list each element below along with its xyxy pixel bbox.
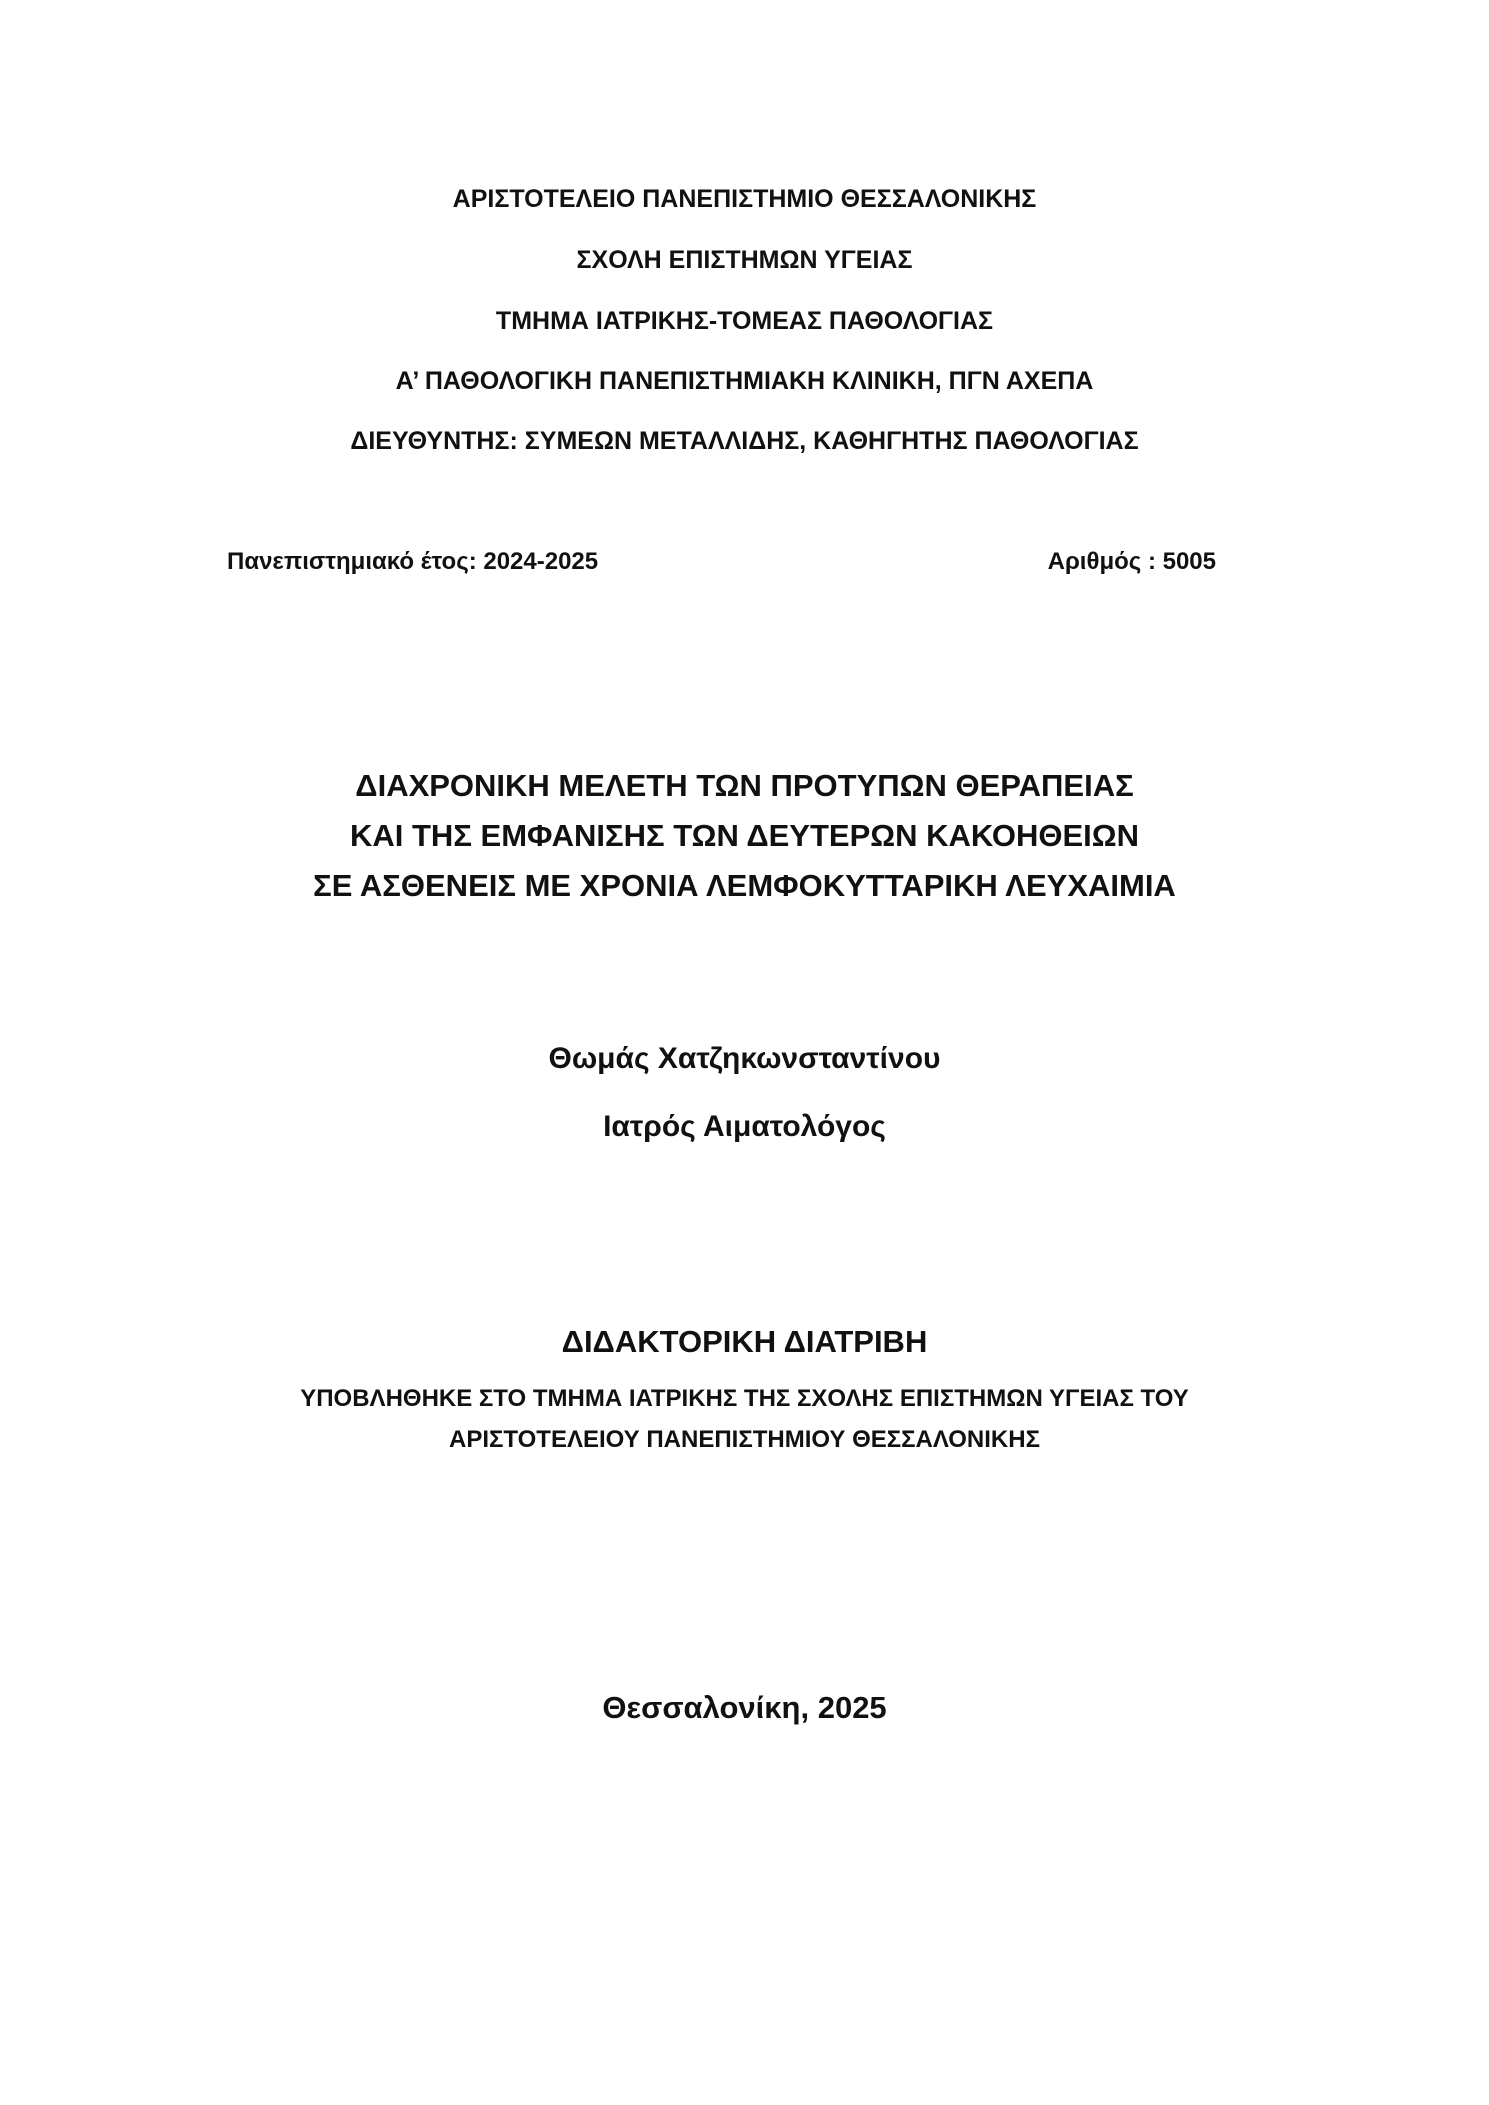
- academic-year: Πανεπιστημιακό έτος: 2024-2025: [227, 548, 599, 575]
- submitted-line-2: ΑΡΙΣΤΟΤΕΛΕΙΟΥ ΠΑΝΕΠΙΣΤΗΜΙΟΥ ΘΕΣΣΑΛΟΝΙΚΗΣ: [449, 1426, 1040, 1453]
- thesis-title-line-2: ΚΑΙ ΤΗΣ ΕΜΦΑΝΙΣΗΣ ΤΩΝ ΔΕΥΤΕΡΩΝ ΚΑΚΟΗΘΕΙΩΝ: [350, 818, 1139, 853]
- thesis-type: ΔΙΔΑΚΤΟΡΙΚΗ ΔΙΑΤΡΙΒΗ: [561, 1324, 928, 1359]
- submitted-line-1: ΥΠΟΒΛΗΘΗΚΕ ΣΤΟ ΤΜΗΜΑ ΙΑΤΡΙΚΗΣ ΤΗΣ ΣΧΟΛΗΣ ΕΠΙΣΤΗΜΩΝ ΥΓΕΙΑΣ ΤΟΥ: [300, 1385, 1189, 1412]
- document-number: Αριθμός : 5005: [1047, 548, 1216, 575]
- clinic-name: Α’ ΠΑΘΟΛΟΓΙΚΗ ΠΑΝΕΠΙΣΤΗΜΙΑΚΗ ΚΛΙΝΙΚΗ, ΠΓΝ ΑΧΕΠΑ: [395, 367, 1094, 395]
- school-name: ΣΧΟΛΗ ΕΠΙΣΤΗΜΩΝ ΥΓΕΙΑΣ: [576, 246, 913, 274]
- author-role: Ιατρός Αιματολόγος: [603, 1110, 886, 1143]
- thesis-title-line-3: ΣΕ ΑΣΘΕΝΕΙΣ ΜΕ ΧΡΟΝΙΑ ΛΕΜΦΟΚΥΤΤΑΡΙΚΗ ΛΕΥΧΑΙΜΙΑ: [313, 868, 1176, 903]
- department-name: ΤΜΗΜΑ ΙΑΤΡΙΚΗΣ-ΤΟΜΕΑΣ ΠΑΘΟΛΟΓΙΑΣ: [495, 307, 994, 335]
- author-name: Θωμάς Χατζηκωνσταντίνου: [548, 1042, 941, 1075]
- place-and-year: Θεσσαλονίκη, 2025: [602, 1690, 887, 1725]
- thesis-title-line-1: ΔΙΑΧΡΟΝΙΚΗ ΜΕΛΕΤΗ ΤΩΝ ΠΡΟΤΥΠΩΝ ΘΕΡΑΠΕΙΑΣ: [355, 768, 1134, 803]
- university-name: ΑΡΙΣΤΟΤΕΛΕΙΟ ΠΑΝΕΠΙΣΤΗΜΙΟ ΘΕΣΣΑΛΟΝΙΚΗΣ: [452, 185, 1037, 213]
- director-line: ΔΙΕΥΘΥΝΤΗΣ: ΣΥΜΕΩΝ ΜΕΤΑΛΛΙΔΗΣ, ΚΑΘΗΓΗΤΗΣ ΠΑΘΟΛΟΓΙΑΣ: [350, 427, 1139, 455]
